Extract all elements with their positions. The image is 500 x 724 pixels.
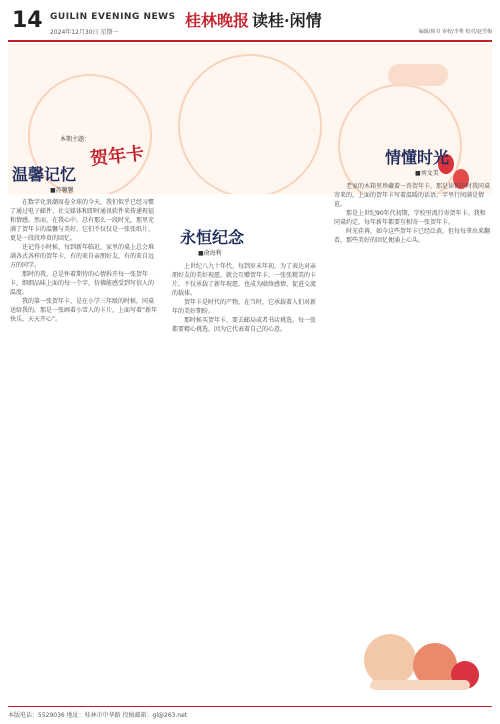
article-body bbox=[172, 262, 320, 702]
decorative-swirl bbox=[178, 54, 322, 194]
editor-info: 编辑/韩书 审校/李秀 校对/赵雪梅 bbox=[418, 29, 492, 35]
paragraph: 那时候买贺年卡，要去邮局或者书店挑选，每一张都要精心挑选，因为它代表着自己的心意。 bbox=[172, 317, 317, 333]
cloud-ornament bbox=[388, 64, 448, 86]
paragraph: 那时的我，总是怀着期待的心情拆开每一张贺年卡，细细品味上面的每一个字，仿佛能感受到写信人的温度。 bbox=[10, 271, 155, 296]
theme-title: 贺年卡 bbox=[89, 143, 146, 170]
article-title: 情懂时光 bbox=[385, 148, 450, 167]
brand-logo: 桂林晚报 bbox=[185, 11, 250, 30]
theme-label: 本期主题： bbox=[60, 136, 91, 143]
issue-date: 2024年12月30日 星期一 bbox=[50, 29, 119, 36]
paragraph: 时光荏苒，如今这些贺年卡已经泛黄，但每每拿出来翻看，那些美好的回忆便涌上心头。 bbox=[334, 228, 490, 244]
paragraph: 老家的木箱里珍藏着一沓贺年卡，那是读初中时我同桌寄来的。上面的贺年卡写着温暖的话语，字里行间满是情谊。 bbox=[334, 183, 490, 208]
article-title: 永恒纪念 bbox=[180, 228, 245, 247]
footer: 本版电话：5529036 地址：桂林市中华路 投稿邮箱：gl@263.net bbox=[8, 706, 492, 719]
paper-name: GUILIN EVENING NEWS bbox=[50, 12, 176, 22]
article-body bbox=[10, 198, 158, 698]
article-title: 温馨记忆 bbox=[12, 165, 77, 184]
paragraph: 在数字化浪潮席卷全球的今天，我们似乎已经习惯了通过电子邮件、社交媒体和即时通讯软件来传递祝福和情感。然而，在我心中，总有那么一段时光，那里充满了贺年卡的温馨与美好，它们不仅仅是一张张纸片，更是一段段珍贵的回忆。 bbox=[10, 199, 155, 242]
masthead-rule bbox=[8, 40, 492, 42]
paragraph: 贺年卡是时代的产物，在当时，它承载着人们对新年的美好期盼。 bbox=[172, 299, 317, 315]
paragraph: 我的第一张贺年卡，是在小学三年级的时候，同桌送给我的。那是一张画着小雪人的卡片，上面写着“新年快乐，天天开心”。 bbox=[10, 298, 158, 323]
article-body bbox=[334, 182, 490, 618]
article-byline: ■刘文美 bbox=[415, 170, 439, 177]
section-title: 读桂·闲情 bbox=[252, 11, 322, 30]
paragraph: 那是上世纪90年代初期，学校里流行寄贺年卡。我和同桌约定，每年新年都要互相寄一张贺年卡。 bbox=[334, 210, 486, 226]
decorative-swirl bbox=[338, 84, 462, 194]
article-byline: ■苏馨馨 bbox=[50, 187, 74, 194]
paragraph: 上世纪八九十年代，每到岁末年初，为了表达对亲朋好友的美好祝愿，就会互赠贺年卡。一张张精美的卡片，不仅承载了新年祝愿，也成为联络感情、促进交流的载体。 bbox=[172, 263, 317, 297]
page-number: 14 bbox=[12, 8, 43, 33]
article-byline: ■俞海利 bbox=[198, 250, 222, 257]
festive-illustration bbox=[350, 620, 490, 700]
masthead bbox=[0, 0, 500, 42]
paragraph: 还记得小时候，每到新年临近，家里的桌上总会堆满各式各样的贺年卡，有的来自亲朋好友，有的来自远方的同学。 bbox=[10, 244, 155, 269]
